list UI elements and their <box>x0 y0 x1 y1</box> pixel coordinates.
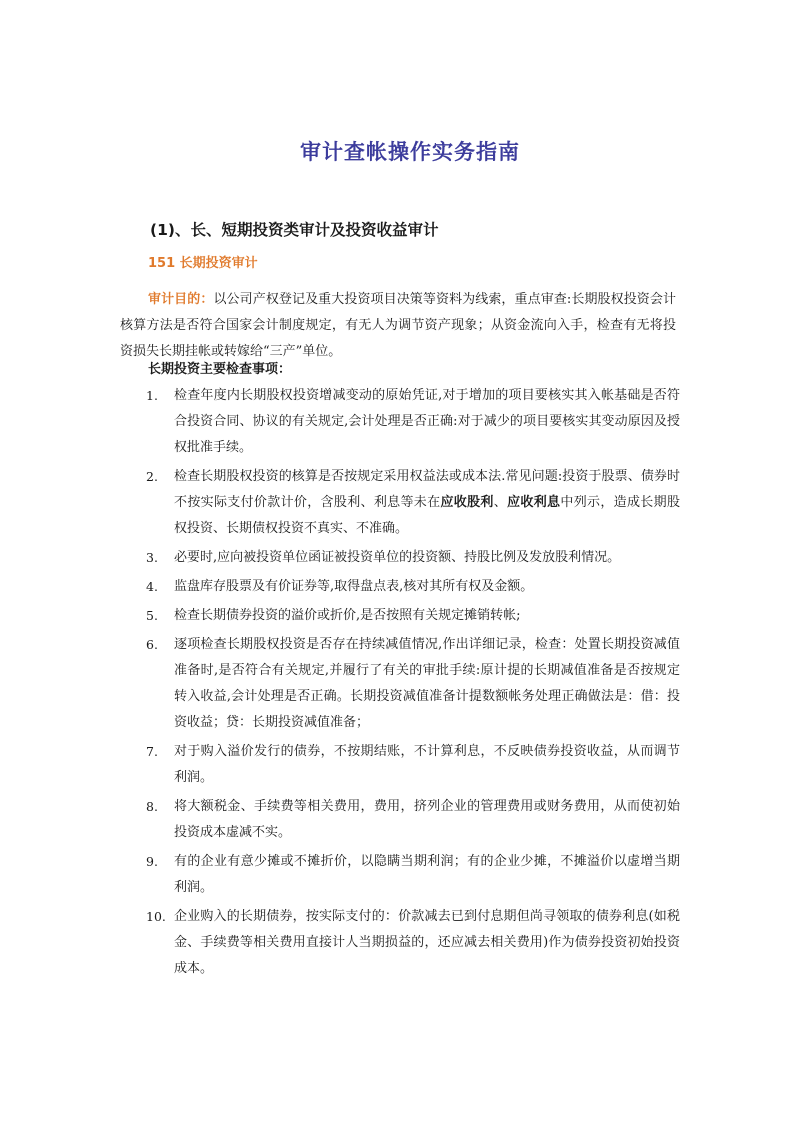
list-item <box>120 545 680 571</box>
section-heading: (1)、长、短期投资类审计及投资收益审计 <box>150 221 439 239</box>
list-item <box>120 574 680 600</box>
sub-heading: 151 长期投资审计 <box>148 256 258 271</box>
list-item-number: 3. <box>146 550 158 565</box>
list-item-text: 中列示，造成长期股权投资、长期债权投资不真实、不准确。 <box>174 495 680 536</box>
list-item-text: 监盘库存股票及有价证券等,取得盘点表,核对其所有权及金额。 <box>174 579 534 594</box>
list-item-bold-term: 应收股利 <box>440 495 494 510</box>
checklist-heading: 长期投资主要检查事项： <box>148 362 292 377</box>
list-item-bold-term: 应收利息 <box>507 495 561 510</box>
list-item-number: 8. <box>146 799 158 814</box>
list-item-text: 将大额税金、手续费等相关费用，费用，挤列企业的管理费用或财务费用，从而使初始投资成本虚减不实。 <box>174 799 680 840</box>
list-item <box>120 794 680 846</box>
audit-purpose-label: 审计目的： <box>148 292 214 307</box>
audit-purpose-text: 以公司产权登记及重大投资项目决策等资料为线索，重点审查:长期股权投资会计核算方法是否符合国家会计制度规定，有无人为调节资产现象；从资金流向入手，检查有无将投资损失长期挂帐或转嫁给“三产”单位。 <box>120 292 676 359</box>
list-item-text: 检查长期债券投资的溢价或折价,是否按照有关规定摊销转帐; <box>174 608 521 623</box>
checklist <box>120 383 680 985</box>
list-item-number: 10. <box>146 909 166 924</box>
list-item-number: 2. <box>146 469 158 484</box>
list-item-number: 5. <box>146 608 158 623</box>
list-item-number: 6. <box>146 637 158 652</box>
document-title: 审计查帐操作实务指南 <box>300 140 520 164</box>
list-item-number: 4. <box>146 579 158 594</box>
list-item <box>120 849 680 901</box>
list-item-text: 有的企业有意少摊或不摊折价，以隐瞒当期利润；有的企业少摊，不摊溢价以虚增当期利润。 <box>174 854 680 895</box>
audit-purpose-paragraph <box>120 287 676 365</box>
list-item <box>120 383 680 461</box>
list-item-text: 检查长期股权投资的核算是否按规定采用权益法或成本法.常见问题:投资于股票、债券时不按实际支付价款计价，含股利、利息等未在 <box>174 469 680 510</box>
list-item-number: 7. <box>146 744 158 759</box>
list-item-text: 逐项检查长期股权投资是否存在持续减值情况,作出详细记录，检查：处置长期投资减值准备时,是否符合有关规定,并履行了有关的审批手续:原计提的长期减值准备是否按规定转入收益,会计处理是否正确。长期投资减值准备计提数额帐务处理正确做法是：借：投资收益；贷：长期投资减值准备； <box>174 637 680 730</box>
list-item-number: 9. <box>146 854 158 869</box>
list-item-text: 必要时,应向被投资单位函证被投资单位的投资额、持股比例及发放股利情况。 <box>174 550 621 565</box>
list-item <box>120 603 680 629</box>
list-item-text: 对于购入溢价发行的债券，不按期结账，不计算利息，不反映债券投资收益，从而调节利润。 <box>174 744 680 785</box>
list-item <box>120 464 680 542</box>
list-item-text: 检查年度内长期股权投资增减变动的原始凭证,对于增加的项目要核实其入帐基础是否符合投资合同、协议的有关规定,会计处理是否正确:对于减少的项目要核实其变动原因及授权批准手续。 <box>174 388 680 455</box>
list-item <box>120 632 680 736</box>
list-item <box>120 739 680 791</box>
list-item <box>120 904 680 982</box>
list-item-number: 1. <box>146 388 158 403</box>
list-item-separator: 、 <box>493 495 508 510</box>
list-item-text: 企业购入的长期债券，按实际支付的：价款减去已到付息期但尚寻领取的债券利息(如税金、手续费等相关费用直接计人当期损益的，还应减去相关费用)作为债券投资初始投资成本。 <box>174 909 680 976</box>
